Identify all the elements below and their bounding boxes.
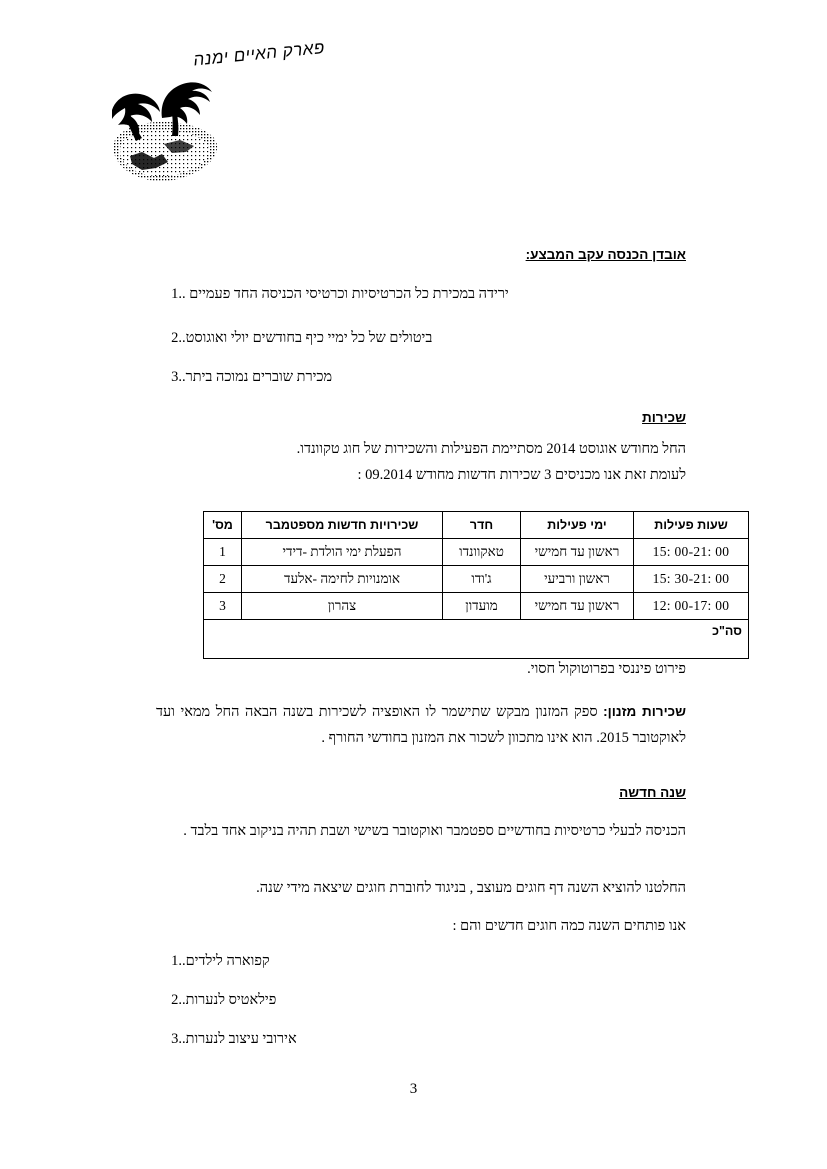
col-header-num: מס' <box>204 512 242 539</box>
list-item-text: ביטולים של כל ימיי כיף בחודשים יולי ואוגוסט. <box>182 330 433 346</box>
list-item-text: אירובי עיצוב לנערות. <box>182 1031 297 1047</box>
heading-new-year: שנה חדשה <box>619 785 686 800</box>
list-item <box>156 283 686 305</box>
table-row <box>204 539 749 566</box>
cell-hours: 15: 00-21: 00 <box>634 539 749 566</box>
list-item-number: 2. <box>171 330 182 346</box>
cell-room: ג'ודו <box>443 566 521 593</box>
cell-room: טאקוונדו <box>443 539 521 566</box>
list-item-text: ירידה במכירת כל הכרטיסיות וכרטיסי הכניסה החד פעמיים . <box>182 286 509 302</box>
rentals-line-2: לעומת זאת אנו מכניסים 3 שכירות חדשות מחודש 09.2014 : <box>357 467 686 483</box>
list-item-text: פילאטיס לנערות. <box>182 992 277 1008</box>
cell-description: הפעלת ימי הולדת -דידי <box>242 539 443 566</box>
list-item-number: 1. <box>171 286 182 302</box>
list-item-text: קפוארה לילדים. <box>182 953 270 969</box>
col-header-room: חדר <box>443 512 521 539</box>
col-header-days: ימי פעילות <box>521 512 634 539</box>
list-item-number: 2. <box>171 992 182 1008</box>
col-header-hours: שעות פעילות <box>634 512 749 539</box>
table-header-row <box>204 512 749 539</box>
new-year-paragraph-1: הכניסה לבעלי כרטיסיות בחודשיים ספטמבר ואוקטובר בשישי ושבת תהיה בניקוב אחד בלבד . <box>183 823 686 839</box>
table-row <box>204 566 749 593</box>
table-row <box>204 593 749 620</box>
kiosk-rental-paragraph <box>156 699 686 751</box>
cell-hours: 12: 00-17: 00 <box>634 593 749 620</box>
list-item-text: מכירת שוברים נמוכה ביתר. <box>182 369 333 385</box>
rentals-table-container <box>204 511 749 659</box>
new-year-paragraph-3: אנו פותחים השנה כמה חוגים חדשים והם : <box>452 918 686 934</box>
cell-description: צהרון <box>242 593 443 620</box>
cell-num: 3 <box>204 593 242 620</box>
cell-num: 2 <box>204 566 242 593</box>
rentals-table <box>203 511 749 659</box>
cell-days: ראשון עד חמישי <box>521 593 634 620</box>
new-year-paragraph-2: החלטנו להוציא השנה דף חוגים מעוצב , בניגוד לחוברת חוגים שיצאה מידי שנה. <box>256 880 686 896</box>
total-label: סה"כ <box>204 620 749 659</box>
list-item <box>156 950 686 972</box>
list-item-number: 1. <box>171 953 182 969</box>
cell-num: 1 <box>204 539 242 566</box>
kiosk-rental-label: שכירות מזנון: <box>603 704 686 719</box>
list-item-number: 3. <box>171 1031 182 1047</box>
col-header-description: שכירויות חדשות מספטמבר <box>242 512 443 539</box>
financial-note: פירוט פיננסי בפרוטוקול חסוי. <box>527 661 686 677</box>
cell-days: ראשון ורביעי <box>521 566 634 593</box>
cell-room: מועדון <box>443 593 521 620</box>
logo-wordmark: פארק האיים ימנה <box>192 38 326 70</box>
heading-revenue-loss: אובדן הכנסה עקב המבצע: <box>525 247 686 262</box>
cell-description: אומנויות לחימה -אלעד <box>242 566 443 593</box>
list-item-number: 3. <box>171 369 182 385</box>
page-number: 3 <box>409 1081 418 1097</box>
organization-logo <box>100 32 330 197</box>
kiosk-rental-text: ספק המזנון מבקש שתישמר לו האופציה לשכירות בשנה הבאה החל ממאי ועד לאוקטובר 2015. הוא אינו מתכוון לשכור את המזנון בחודשי החורף . <box>156 704 686 746</box>
list-item <box>156 327 686 349</box>
palm-island-icon <box>102 74 230 192</box>
cell-hours: 15: 30-21: 00 <box>634 566 749 593</box>
heading-rentals: שכירות <box>642 410 686 425</box>
list-item <box>156 1028 686 1050</box>
list-item <box>156 989 686 1011</box>
cell-days: ראשון עד חמישי <box>521 539 634 566</box>
list-item <box>156 366 686 388</box>
rentals-line-1: החל מחודש אוגוסט 2014 מסתיימת הפעילות והשכירות של חוג טקוונדו. <box>296 441 686 457</box>
table-total-row <box>204 620 749 659</box>
